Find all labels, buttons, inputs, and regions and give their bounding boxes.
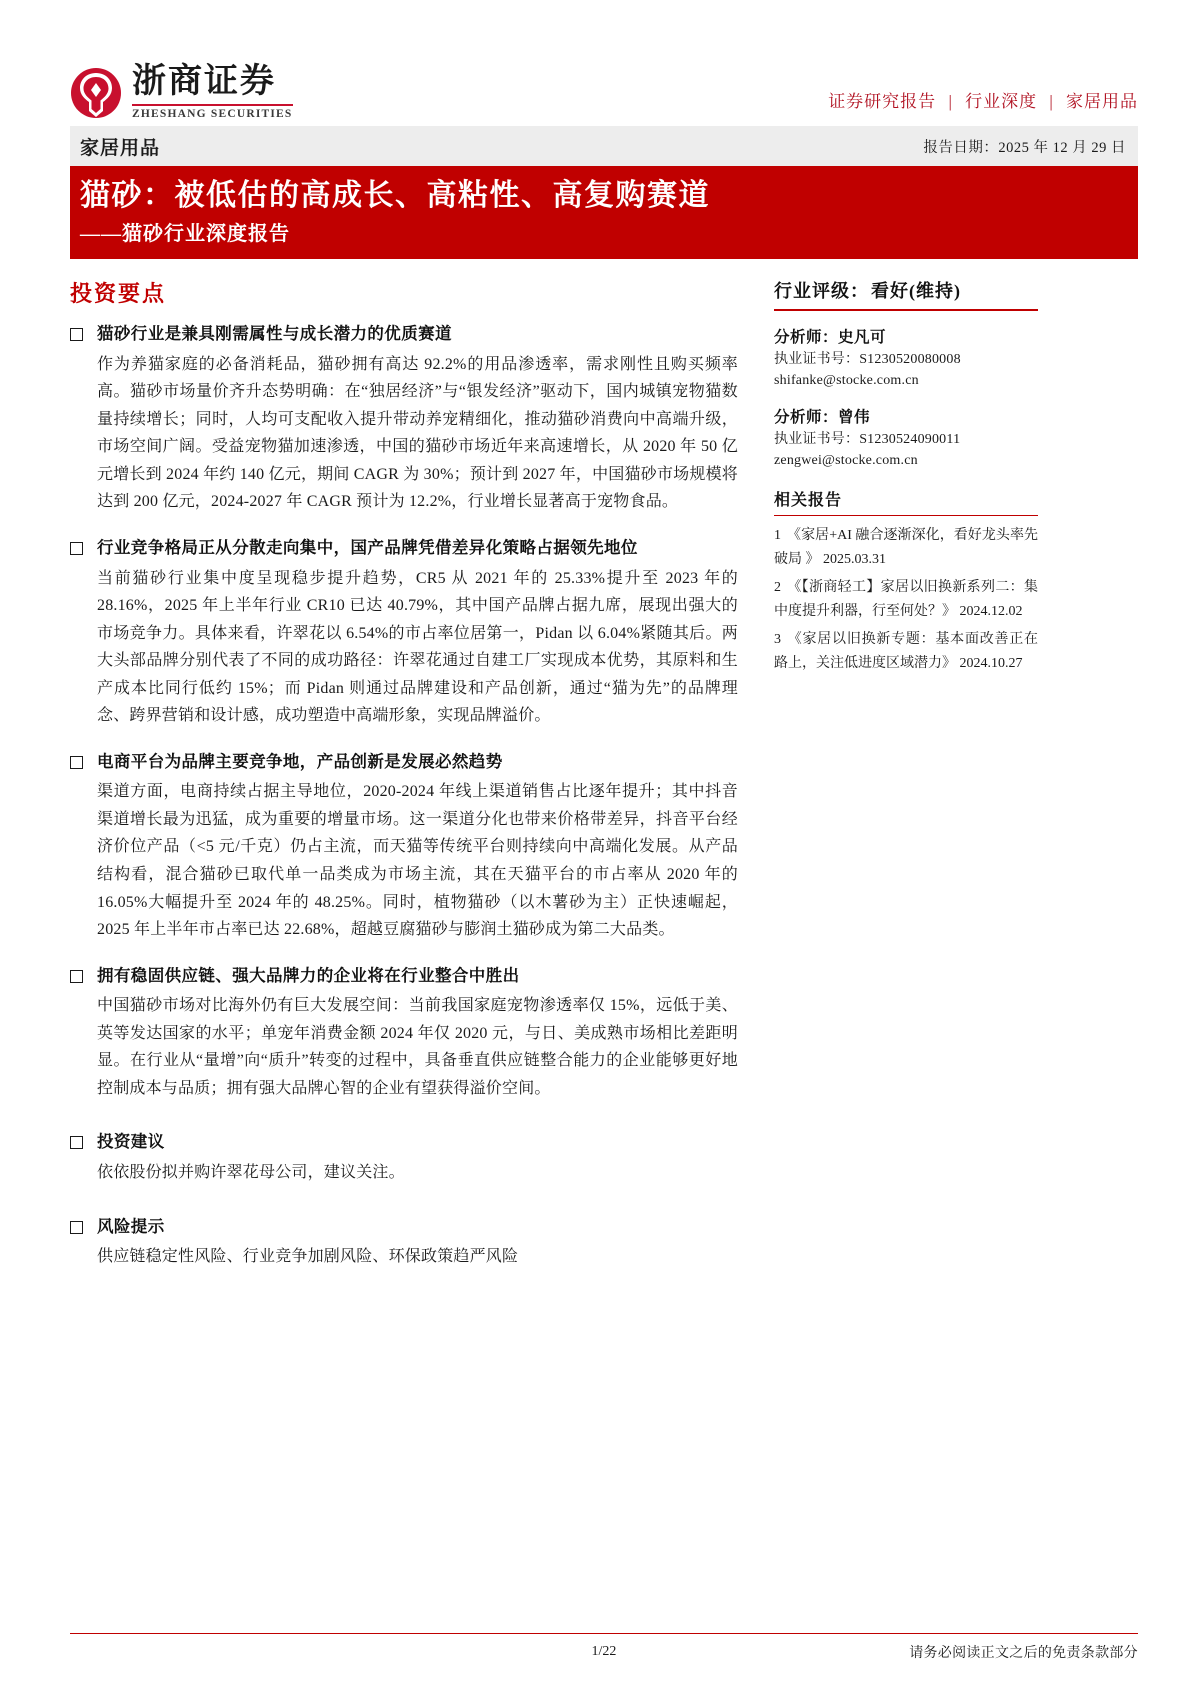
- square-bullet-icon: [70, 1221, 83, 1234]
- analyst-email[interactable]: shifanke@stocke.com.cn: [774, 372, 919, 388]
- bullet-body: 作为养猫家庭的必备消耗品，猫砂拥有高达 92.2%的用品渗透率，需求刚性且购买频率高。猫砂市场量价齐升态势明确：在“独居经济”与“银发经济”驱动下，国内城镇宠物猫数量持续增长；同时，人均可支配收入提升带动养宠精细化，推动猫砂消费向中高端升级，市场空间广阔。受益宠物猫加速渗透，中国的猫砂市场近年来高速增长，从 2020 年 50 亿元增长到 2024 年约 140 亿元，期间 CAGR 为 30%；预计到 2027 年，中国猫砂市场规模将达到 200 亿元，2024-2027 年 CAGR 预计为 12.2%，行业增长显著高于宠物食品。: [97, 355, 738, 511]
- related-report-item[interactable]: [774, 524, 1038, 573]
- zheshang-logo-icon: [70, 67, 122, 119]
- bullet-body: 中国猫砂市场对比海外仍有巨大发展空间：当前我国家庭宠物渗透率仅 15%，远低于美、英等发达国家的水平；单宠年消费金额 2024 年仅 2020 元，与日、美成熟市场相比差距明显。在行业从“量增”向“质升”转变的过程中，具备垂直供应链整合能力的企业能够更好地控制成本与品质；拥有强大品牌心智的企业有望获得溢价空间。: [97, 997, 738, 1097]
- bullet-header: [70, 1130, 738, 1155]
- square-bullet-icon: [70, 970, 83, 983]
- analyst-license: 执业证书号：S1230520080008: [774, 351, 961, 367]
- analyst-name-row: [774, 325, 1038, 347]
- company-logo: [70, 65, 293, 120]
- page-subtitle: ——猫砂行业深度报告: [80, 223, 290, 245]
- breadcrumb: [828, 87, 1138, 120]
- related-reports-heading: 相关报告: [774, 491, 843, 509]
- footer-divider: [70, 1633, 1138, 1634]
- related-report-title: 《【浙商轻工】家居以旧换新系列二：集中度提升利器，行至何处？》 2024.12.02: [774, 579, 1038, 620]
- bullet-header: [70, 536, 738, 561]
- related-report-item[interactable]: [774, 628, 1038, 677]
- bullet-block: [70, 322, 738, 516]
- bullet-title: 投资建议: [97, 1132, 165, 1152]
- analyst-card: [774, 325, 1038, 391]
- bullet-block-investment-advice: [70, 1130, 738, 1186]
- bullet-block: [70, 750, 738, 944]
- related-report-number: 3: [774, 631, 781, 647]
- analyst-role-label: 分析师：: [774, 328, 839, 346]
- title-banner: [70, 166, 1138, 259]
- bullet-block: [70, 536, 738, 730]
- content-area: [70, 259, 1138, 1291]
- page-footer: [70, 1633, 1138, 1662]
- bullet-header: [70, 964, 738, 989]
- bullet-header: [70, 1215, 738, 1240]
- related-reports-divider: [774, 515, 1038, 516]
- bullet-title: 拥有稳固供应链、强大品牌力的企业将在行业整合中胜出: [97, 965, 520, 985]
- square-bullet-icon: [70, 1136, 83, 1149]
- page-title: 猫砂：被低估的高成长、高粘性、高复购赛道: [80, 179, 710, 212]
- analyst-role-label: 分析师：: [774, 408, 839, 426]
- breadcrumb-item-industry-depth: 行业深度: [965, 92, 1038, 111]
- meta-bar: [70, 126, 1138, 166]
- page-number: 1/22: [591, 1644, 617, 1659]
- bullet-header: [70, 750, 738, 775]
- bullet-header: [70, 322, 738, 347]
- analyst-card: [774, 405, 1038, 471]
- bullet-title: 风险提示: [97, 1216, 165, 1236]
- analyst-email[interactable]: zengwei@stocke.com.cn: [774, 452, 918, 468]
- logo-chinese-name: 浙商证券: [132, 63, 276, 100]
- bullet-title: 行业竞争格局正从分散走向集中，国产品牌凭借差异化策略占据领先地位: [97, 537, 638, 557]
- logo-english-name: ZHESHANG SECURITIES: [132, 107, 293, 120]
- bullet-block: [70, 964, 738, 1103]
- related-report-number: 1: [774, 527, 781, 543]
- related-report-item[interactable]: [774, 576, 1038, 625]
- sidebar: [762, 259, 1038, 1291]
- footer-disclaimer: 请务必阅读正文之后的免责条款部分: [909, 1646, 1138, 1661]
- bullet-body: 供应链稳定性风险、行业竞争加剧风险、环保政策趋严风险: [97, 1248, 519, 1266]
- breadcrumb-separator-2: |: [1049, 92, 1054, 111]
- breadcrumb-separator-1: |: [948, 92, 953, 111]
- breadcrumb-item-sector: 家居用品: [1066, 92, 1138, 111]
- bullet-block-risk-warning: [70, 1215, 738, 1271]
- square-bullet-icon: [70, 756, 83, 769]
- bullet-title: 猫砂行业是兼具刚需属性与成长潜力的优质赛道: [97, 324, 452, 343]
- analyst-name: 曾伟: [838, 408, 871, 426]
- related-report-number: 2: [774, 579, 781, 595]
- square-bullet-icon: [70, 328, 83, 341]
- analyst-name: 史凡可: [838, 328, 887, 346]
- square-bullet-icon: [70, 542, 83, 555]
- related-report-title: 《家居+AI 融合逐渐深化，看好龙头率先破局 》 2025.03.31: [774, 527, 1038, 568]
- analyst-name-row: [774, 405, 1038, 427]
- section-heading-investment-points: 投资要点: [70, 281, 167, 306]
- analyst-license: 执业证书号：S1230524090011: [774, 431, 961, 447]
- logo-divider: [132, 104, 293, 106]
- bullet-body: 当前猫砂行业集中度呈现稳步提升趋势，CR5 从 2021 年的 25.33%提升至 2023 年的 28.16%，2025 年上半年行业 CR10 已达 40.79%，其中国产品牌占据九席，展现出强大的市场竞争力。具体来看，许翠花以 6.54%的市占率位居第一，Pidan 以 6.04%紧随其后。两大头部品牌分别代表了不同的成功路径：许翠花通过自建工厂实现成本优势，其原料和生产成本比同行低约 15%；而 Pidan 则通过品牌建设和产品创新，通过“猫为先”的品牌理念、跨界营销和设计感，成功塑造中高端形象，实现品牌溢价。: [97, 569, 738, 725]
- page-header: [0, 0, 1200, 120]
- rating-label: 行业评级：: [774, 281, 869, 301]
- sector-label: 家居用品: [80, 137, 161, 159]
- industry-rating: [774, 277, 1038, 309]
- rating-value: 看好(维持): [871, 281, 961, 301]
- footer-row: [70, 1642, 1138, 1662]
- main-column: [70, 259, 762, 1291]
- logo-wordmark: [132, 65, 293, 120]
- report-date: 报告日期：2025 年 12 月 29 日: [923, 139, 1126, 156]
- related-report-title: 《家居以旧换新专题：基本面改善正在路上，关注低进度区域潜力》 2024.10.27: [774, 631, 1038, 672]
- bullet-title: 电商平台为品牌主要竞争地，产品创新是发展必然趋势: [97, 751, 503, 771]
- rating-divider: [774, 309, 1038, 311]
- breadcrumb-item-research-report: 证券研究报告: [828, 92, 937, 111]
- bullet-body: 依依股份拟并购许翠花母公司，建议关注。: [97, 1164, 405, 1182]
- bullet-body: 渠道方面，电商持续占据主导地位，2020-2024 年线上渠道销售占比逐年提升；其中抖音渠道增长最为迅猛，成为重要的增量市场。这一渠道分化也带来价格带差异，抖音平台经济价位产品（<5 元/千克）仍占主流，而天猫等传统平台则持续向中高端化发展。从产品结构看，混合猫砂已取代单一品类成为市场主流，其在天猫平台的市占率从 2020 年的 16.05%大幅提升至 2024 年的 48.25%。同时，植物猫砂（以木薯砂为主）正快速崛起，2025 年上半年市占率已达 22.68%，超越豆腐猫砂与膨润土猫砂成为第二大品类。: [97, 783, 738, 939]
